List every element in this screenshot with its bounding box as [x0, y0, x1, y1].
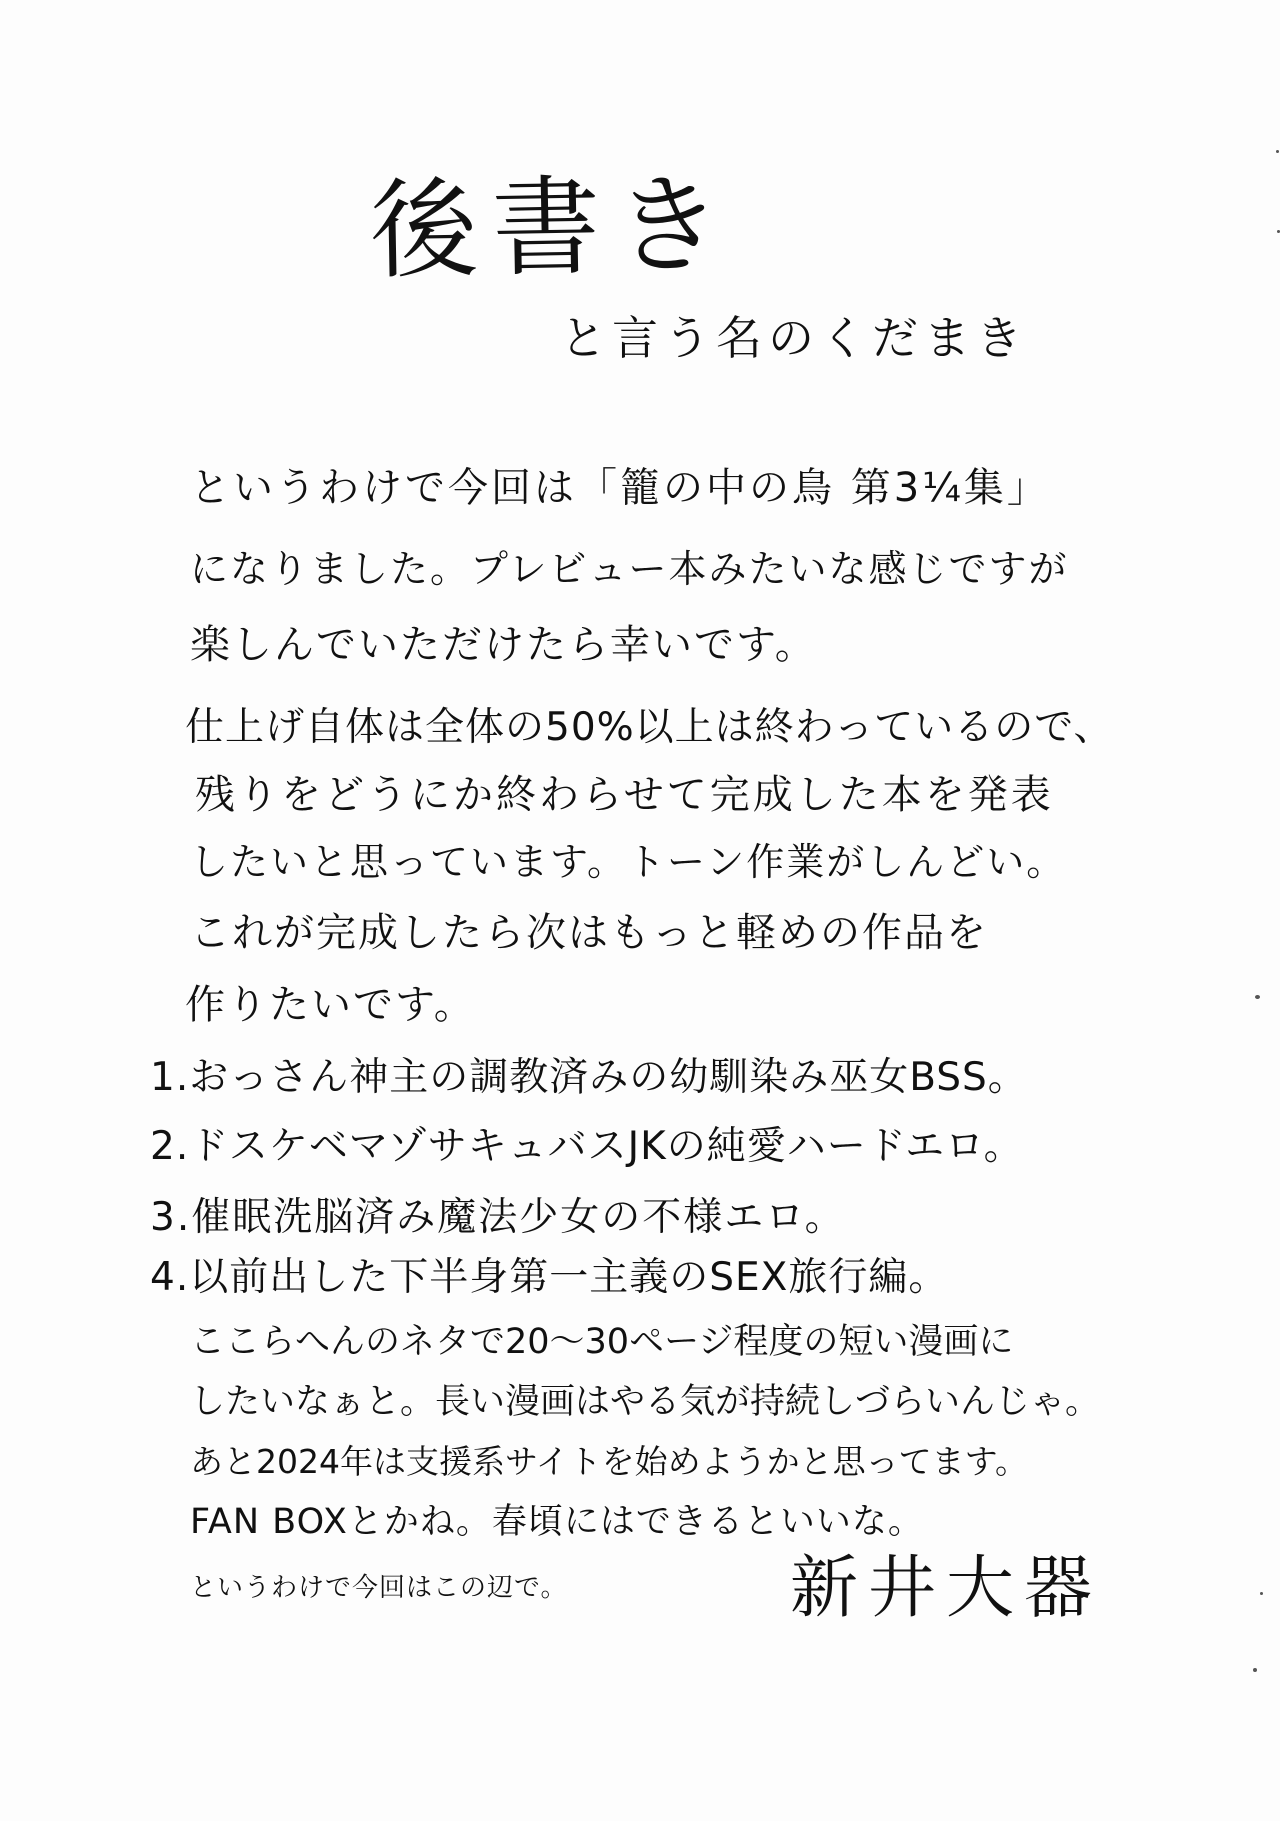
body-line: 残りをどうにか終わらせて完成した本を発表: [195, 772, 1054, 818]
body-line: 作りたいです。: [185, 982, 476, 1028]
body-line: になりました。プレビュー本みたいな感じですが: [190, 547, 1069, 591]
page-subtitle: と言う名のくだまき: [560, 311, 1028, 365]
body-line: したいなぁと。長い漫画はやる気が持続しづらいんじゃ。: [190, 1382, 1101, 1422]
author-signature: 新井大器: [790, 1549, 1103, 1628]
list-item: 4.以前出した下半身第一主義のSEX旅行編。: [150, 1255, 949, 1300]
body-line: ここらへんのネタで20〜30ページ程度の短い漫画に: [190, 1322, 1014, 1362]
body-line: これが完成したら次はもっと軽めの作品を: [190, 910, 988, 956]
paper-speck: [1253, 1668, 1257, 1672]
paper-speck: [1260, 1592, 1263, 1595]
body-line: FAN BOXとかね。春頃にはできるといいな。: [190, 1502, 924, 1542]
body-line: 仕上げ自体は全体の50%以上は終わっているので、: [185, 705, 1114, 750]
paper-speck: [1276, 150, 1279, 153]
closing-line: というわけで今回はこの辺で。: [190, 1573, 568, 1603]
paper-speck: [1255, 995, 1260, 999]
body-line: というわけで今回は「籠の中の鳥 第3¼集」: [190, 465, 1050, 511]
body-line: したいと思っています。トーン作業がしんどい。: [190, 840, 1067, 884]
body-line: あと2024年は支援系サイトを始めようかと思ってます。: [190, 1442, 1029, 1481]
list-item: 2.ドスケベマゾサキュバスJKの純愛ハードエロ。: [150, 1124, 1024, 1169]
list-item: 3.催眠洗脳済み魔法少女の不様エロ。: [150, 1195, 846, 1240]
list-item: 1.おっさん神主の調教済みの幼馴染み巫女BSS。: [150, 1055, 1028, 1100]
page-title: 後書き: [368, 162, 738, 295]
body-line: 楽しんでいただけたら幸いです。: [190, 622, 817, 668]
